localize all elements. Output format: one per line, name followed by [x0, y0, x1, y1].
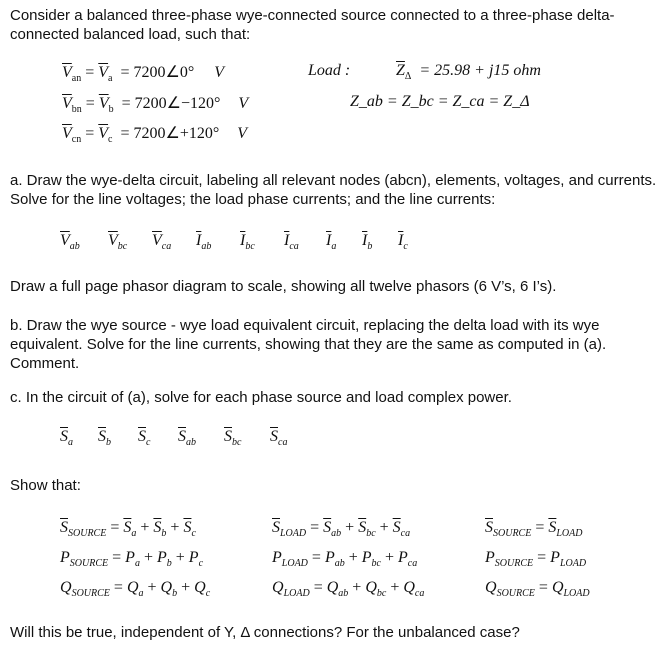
symbols-a [60, 232, 434, 252]
unit: V [238, 95, 249, 112]
phasor-symbol: $\overline{I}_a$ [326, 232, 337, 253]
source-row: $\overline{V}_{an} = \overline{V}_a$ = 7200∠0° V [62, 64, 225, 85]
power-symbol: $\overline{S}_{ca}$ [270, 428, 288, 449]
phasor-symbol: $\overline{I}_{ab}$ [196, 232, 212, 253]
intro-text: Consider a balanced three-phase wye-connected source connected to a three-phase delta-connected balanced load, such that: [10, 7, 615, 43]
phasor-symbol: $\overline{V}_{ca}$ [152, 232, 172, 253]
sym: $\overline{V}$ [62, 125, 72, 142]
phasor-instruction: Draw a full page phasor diagram to scale, showing all twelve phasors (6 V’s, 6 I’s). [10, 278, 557, 295]
unit: V [237, 125, 248, 142]
source-row: $\overline{V}_{bn} = \overline{V}_b$ = 7200∠−120° V [62, 95, 249, 116]
part-b-text: b. Draw the wye source - wye load equivalent circuit, replacing the delta load with its wye equivalent. Solve for the line currents, showing that they are the same as computed in (a). Comment. [10, 317, 607, 372]
sub: a [108, 73, 113, 85]
power-symbol: $\overline{S}_c$ [138, 428, 151, 449]
sym: $\overline{V}$ [98, 125, 109, 142]
value: = 25.98 + j15 ohm [419, 62, 541, 79]
sym: $\overline{V}$ [62, 64, 72, 81]
sub: cn [71, 134, 82, 146]
q-source-equation: $Q_{SOURCE} = Q_a + Q_b + Q_c$ [60, 579, 211, 600]
phasor-symbol: $\overline{I}_{bc}$ [240, 232, 255, 253]
value: = 7200∠+120° [120, 125, 220, 142]
sym: $\overline{Z}$ [396, 62, 405, 79]
sub: c [108, 134, 113, 146]
sub: bn [71, 104, 82, 116]
show-that-label: Show that: [10, 477, 81, 494]
q-balance-equation: $Q_{SOURCE} = Q_{LOAD}$ [485, 579, 590, 600]
final-question: Will this be true, independent of Y, Δ connections? For the unbalanced case? [10, 624, 520, 641]
phasor-symbol: $\overline{I}_b$ [362, 232, 373, 253]
sym: $\overline{V}$ [98, 95, 109, 112]
s-balance-equation: $\overline{S}_{SOURCE} = \overline{S}_{LOAD}$ [485, 519, 583, 540]
sub: b [108, 104, 114, 116]
p-load-equation: $P_{LOAD} = P_{ab} + P_{bc} + P_{ca}$ [272, 549, 418, 570]
p-balance-equation: $P_{SOURCE} = P_{LOAD}$ [485, 549, 587, 570]
power-symbol: $\overline{S}_{bc}$ [224, 428, 242, 449]
sub: Δ [404, 71, 412, 83]
load-label: Load : [308, 62, 351, 79]
source-row: $\overline{V}_{cn} = \overline{V}_c$ = 7200∠+120° V [62, 125, 248, 146]
unit: V [214, 64, 225, 81]
power-symbol: $\overline{S}_{ab}$ [178, 428, 196, 449]
value: = 7200∠−120° [121, 95, 221, 112]
s-source-equation: $\overline{S}_{SOURCE} = \overline{S}_a + \overline{S}_b + \overline{S}_c$ [60, 519, 196, 540]
p-source-equation: $P_{SOURCE} = P_a + P_b + P_c$ [60, 549, 204, 570]
load-equality: Z_ab = Z_bc = Z_ca = Z_Δ [350, 93, 530, 110]
q-load-equation: $Q_{LOAD} = Q_{ab} + Q_{bc} + Q_{ca}$ [272, 579, 425, 600]
sub: an [71, 73, 82, 85]
part-c-text: c. In the circuit of (a), solve for each phase source and load complex power. [10, 389, 512, 406]
phasor-symbol: $\overline{V}_{bc}$ [108, 232, 128, 253]
phasor-symbol: $\overline{V}_{ab}$ [60, 232, 80, 253]
part-a-text: a. Draw the wye-delta circuit, labeling all relevant nodes (abcn), elements, voltages, and currents. Solve for the line voltages; the load phase currents; and the line currents: [10, 172, 657, 208]
power-symbol: $\overline{S}_a$ [60, 428, 73, 449]
sym: $\overline{V}$ [62, 95, 72, 112]
symbols-c [60, 428, 310, 448]
sym: $\overline{V}$ [98, 64, 109, 81]
load-impedance [396, 62, 541, 82]
power-symbol: $\overline{S}_b$ [98, 428, 111, 449]
value: = 7200∠0° [120, 64, 195, 81]
phasor-symbol: $\overline{I}_{ca}$ [284, 232, 299, 253]
s-load-equation: $\overline{S}_{LOAD} = \overline{S}_{ab} + \overline{S}_{bc} + \overline{S}_{ca}$ [272, 519, 411, 540]
phasor-symbol: $\overline{I}_c$ [398, 232, 408, 253]
